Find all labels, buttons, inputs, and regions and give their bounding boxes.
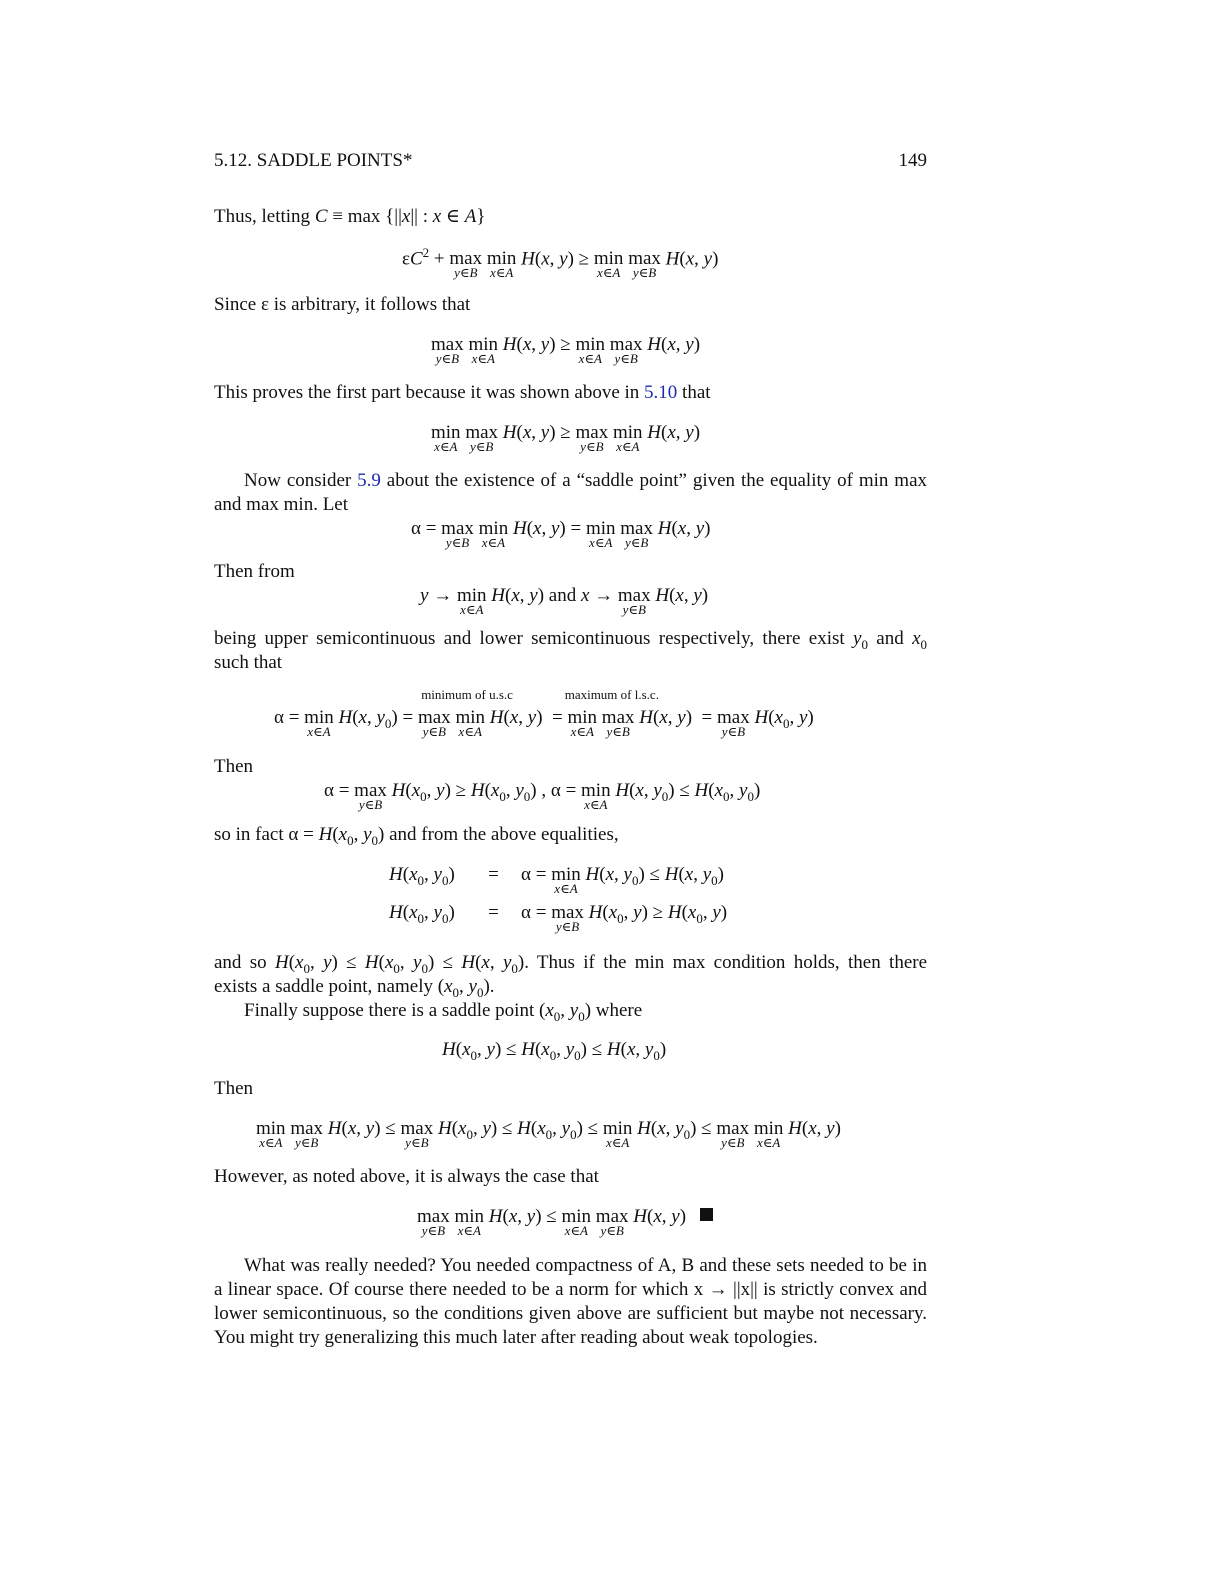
- text: This proves the first part because it was shown above in: [214, 382, 640, 403]
- link-5-10[interactable]: 5.10: [644, 382, 678, 403]
- text-line: Then: [214, 756, 254, 777]
- equation: α = max y∈B min x∈A H(x, y) = min x∈A max y∈B H(x, y): [411, 518, 711, 550]
- text-line: Then: [214, 1078, 254, 1099]
- equation: α = min x∈A H(x, $y_0) = \max$ y∈B minimum of u.s.c min x∈A H(x, y) = min x∈A maximum of l.s.c. max y∈B H(x, y) = max y∈B $H(x_0$, y): [274, 687, 814, 739]
- text-line: a linear space. Of course there needed to be a norm for which x → ||x|| is strictly convex and: [214, 1279, 927, 1300]
- text-line: What was really needed? You needed compactness of A, B and these sets needed to be in: [244, 1255, 927, 1276]
- text-line: Finally suppose there is a saddle point ($x_0$, $y_0$) where: [244, 1000, 643, 1024]
- text-line: exists a saddle point, namely ($x_0$, $y_0$).: [214, 976, 495, 1000]
- equation: min x∈A max y∈B H(x, y) ≥ max y∈B min x∈A H(x, y): [431, 422, 701, 454]
- equation: max y∈B min x∈A H(x, y) ≥ min x∈A max y∈B H(x, y): [431, 334, 701, 366]
- text-line: and max min. Let: [214, 494, 349, 515]
- text: so in fact: [214, 824, 284, 845]
- text-line: [214, 382, 711, 404]
- equation: $H(x_0$, $y) \le H(x_0$, $y_0) \le H(x$, $y_0$): [442, 1039, 667, 1063]
- text-line: [244, 470, 927, 492]
- text-line: lower semicontinuous, so the conditions given above are sufficient but maybe not necessary.: [214, 1303, 927, 1324]
- text-line: and so $H(x_0$, $y) \le H(x_0$, $y_0) \le H(x$, $y_0$). Thus if the min max condition holds, then there: [214, 952, 928, 976]
- text: about the existence of a “saddle point” given the equality of min max: [386, 470, 928, 491]
- equation: $H(x_0$, $y_0) = \alpha = \max$ y∈B $H(x_0$, $y) \ge H(x_0$, y): [389, 902, 728, 934]
- text-line: However, as noted above, it is always the case that: [214, 1166, 599, 1187]
- text-line: such that: [214, 652, 283, 673]
- text: and so: [214, 952, 267, 973]
- text: Thus, letting: [214, 206, 311, 227]
- qed-square-icon: [700, 1208, 713, 1221]
- annotation: minimum of u.s.c: [421, 687, 513, 702]
- text-line: Thus, letting C ≡ max {||x|| : x ∈ A}: [214, 206, 486, 227]
- equation: max y∈B min x∈A H(x, y) ≤ min x∈A max y∈B H(x, y): [417, 1207, 713, 1226]
- annotation: maximum of l.s.c.: [564, 687, 659, 702]
- text-line: so in fact $\alpha = H(x_0$, $y_0$) and from the above equalities,: [214, 824, 619, 848]
- text: . Thus if the min max condition holds, then there: [524, 952, 928, 973]
- equation: min x∈A max y∈B H(x, y) ≤ max y∈B $H(x_0$, $y) \le H(x_0$, $y_0) \le \min$ x∈A H(x, $y_0) \le \max$ y∈B min x∈A H(x, y): [256, 1118, 841, 1150]
- running-header: 5.12. SADDLE POINTS*: [214, 150, 413, 171]
- text-line: Then from: [214, 561, 295, 582]
- text-line: being upper semicontinuous and lower semicontinuous respectively, there exist $y_0$ and $x_0$: [214, 628, 928, 652]
- text: that: [682, 382, 711, 403]
- equation: α = max y∈B $H(x_0$, $y) \ge H(x_0$, $y_0$) , α = min x∈A H(x, $y_0) \le H(x_0$, $y_0$): [324, 780, 761, 812]
- text-line: Since ε is arbitrary, it follows that: [214, 294, 471, 315]
- text-line: You might try generalizing this much later after reading about weak topologies.: [214, 1327, 818, 1348]
- text: where: [595, 1000, 643, 1021]
- equation: y → min x∈A H(x, y) and x → max y∈B H(x, y): [420, 585, 709, 617]
- equation: $H(x_0$, $y_0) = \alpha = \min$ x∈A H(x, $y_0) \le H(x$, $y_0$): [389, 864, 724, 896]
- text: Now consider: [244, 470, 352, 491]
- text: and from the above equalities,: [389, 824, 619, 845]
- link-5-9[interactable]: 5.9: [357, 470, 381, 491]
- page-number: 149: [898, 150, 927, 171]
- text: exists a saddle point, namely: [214, 976, 433, 997]
- equation: $\varepsilon C^2 + \max$ y∈B min x∈A H(x, y) ≥ min x∈A max y∈B H(x, y): [402, 245, 719, 281]
- text: being upper semicontinuous and lower semicontinuous respectively, there exist: [214, 628, 845, 649]
- text: Finally suppose there is a saddle point: [244, 1000, 535, 1021]
